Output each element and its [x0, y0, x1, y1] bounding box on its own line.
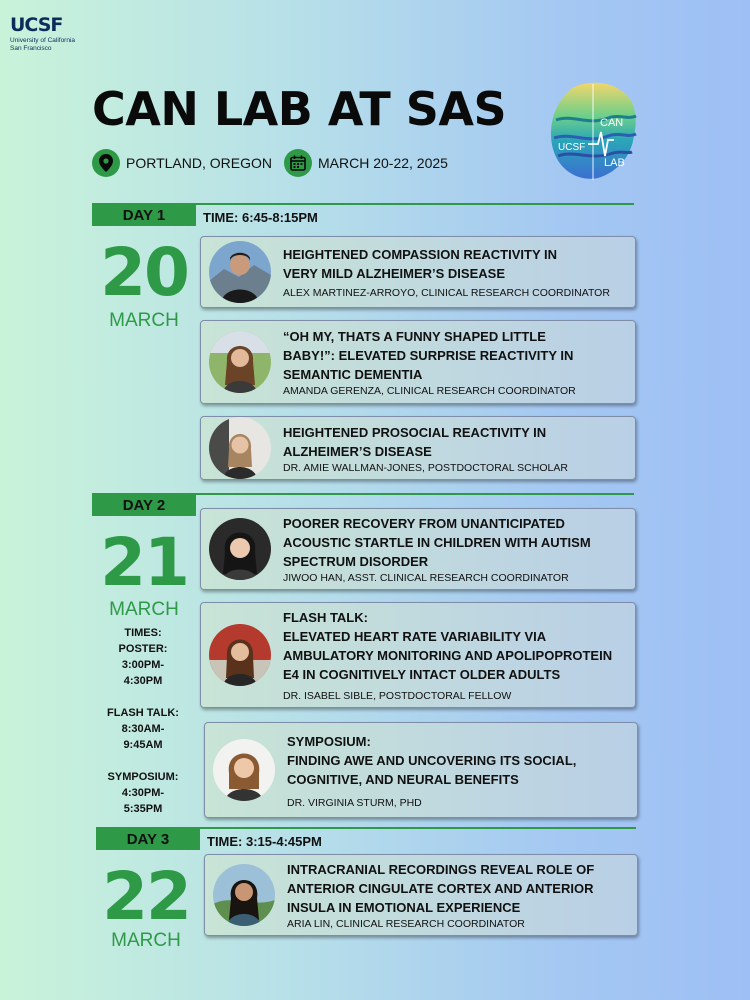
day-3-number: 22 — [102, 858, 190, 935]
talk-title: HEIGHTENED COMPASSION REACTIVITY IN VERY MILD ALZHEIMER’S DISEASE — [283, 247, 557, 281]
page-title: CAN LAB AT SAS — [92, 82, 507, 136]
date-row — [284, 148, 448, 178]
talk-speaker: ARIA LIN, CLINICAL RESEARCH COORDINATOR — [287, 918, 525, 930]
ucsf-logo-line2: San Francisco — [10, 45, 52, 52]
talk-title: SYMPOSIUM: FINDING AWE AND UNCOVERING ITS SOCIAL, COGNITIVE, AND NEURAL BENEFITS — [287, 733, 577, 787]
day-1-tag: DAY 1 — [92, 204, 196, 226]
location-pin-icon — [92, 149, 120, 177]
day-1-number: 20 — [100, 234, 188, 311]
talk-speaker: DR. ISABEL SIBLE, POSTDOCTORAL FELLOW — [283, 690, 512, 702]
speaker-photo-alex — [209, 241, 271, 303]
day-1-divider — [92, 203, 634, 205]
talk-title: HEIGHTENED PROSOCIAL REACTIVITY IN ALZHEIMER’S DISEASE — [283, 424, 547, 459]
location-text: PORTLAND, OREGON — [126, 155, 272, 171]
speaker-photo-amanda — [209, 331, 271, 393]
day-1-time: TIME: 6:45-8:15PM — [203, 210, 318, 225]
ucsf-logo — [10, 16, 90, 53]
talk-card-2 — [200, 320, 636, 404]
brain-logo-left-text: UCSF — [558, 142, 586, 153]
talk-card-3 — [200, 416, 636, 480]
calendar-icon — [284, 149, 312, 177]
talk-title: POORER RECOVERY FROM UNANTICIPATED ACOUSTIC STARTLE IN CHILDREN WITH AUTISM SPECTRUM DISORDER — [283, 516, 591, 569]
day-3-divider — [96, 827, 636, 829]
talk-speaker: AMANDA GERENZA, CLINICAL RESEARCH COORDINATOR — [283, 385, 576, 397]
speaker-photo-amie — [209, 417, 271, 479]
speaker-photo-virginia — [213, 739, 275, 801]
talk-speaker: JIWOO HAN, ASST. CLINICAL RESEARCH COORDINATOR — [283, 572, 569, 584]
talk-speaker: ALEX MARTINEZ-ARROYO, CLINICAL RESEARCH COORDINATOR — [283, 287, 610, 299]
day-3-tag: DAY 3 — [96, 828, 200, 850]
day-3-month: MARCH — [111, 930, 181, 951]
date-text: MARCH 20-22, 2025 — [318, 155, 448, 171]
can-lab-brain-logo — [548, 80, 638, 184]
brain-logo-right-top-text: CAN — [600, 117, 624, 129]
location-row — [92, 148, 272, 178]
day-2-month: MARCH — [109, 599, 179, 620]
talk-card-5 — [200, 602, 636, 708]
speaker-photo-jiwoo — [209, 518, 271, 580]
talk-title: FLASH TALK: ELEVATED HEART RATE VARIABILITY VIA AMBULATORY MONITORING AND APOLIPOPROTEIN E4 IN COGNITIVELY INTACT OLDER ADULTS — [283, 610, 613, 682]
day-1-month: MARCH — [109, 310, 179, 331]
talk-speaker: DR. VIRGINIA STURM, PHD — [287, 796, 422, 809]
talk-title: “OH MY, THATS A FUNNY SHAPED LITTLE BABY!”: ELEVATED SURPRISE REACTIVITY IN SEMANTIC DEMENTIA — [283, 329, 574, 382]
talk-card-7 — [204, 854, 638, 936]
day-2-tag: DAY 2 — [92, 494, 196, 516]
day-2-divider — [92, 493, 634, 495]
talk-card-4 — [200, 508, 636, 590]
ucsf-logo-line1: University of California — [10, 37, 76, 44]
brain-logo-right-bottom-text: LAB — [604, 157, 625, 169]
day-3-time: TIME: 3:15-4:45PM — [207, 834, 322, 849]
speaker-photo-aria — [213, 864, 275, 926]
speaker-photo-isabel — [209, 624, 271, 686]
ucsf-logo-mark: UCSF — [10, 14, 63, 36]
day-2-number: 21 — [100, 524, 188, 601]
talk-card-6 — [204, 722, 638, 818]
talk-card-1 — [200, 236, 636, 308]
day-2-times: TIMES: POSTER: 3:00PM- 4:30PM FLASH TALK: 8:30AM- 9:45AM SYMPOSIUM: 4:30PM- 5:35PM — [107, 627, 179, 815]
talk-title: INTRACRANIAL RECORDINGS REVEAL ROLE OF ANTERIOR CINGULATE CORTEX AND ANTERIOR INSULA IN EMOTIONAL EXPERIENCE — [287, 862, 595, 915]
talk-speaker: DR. AMIE WALLMAN-JONES, POSTDOCTORAL SCHOLAR — [283, 461, 568, 474]
